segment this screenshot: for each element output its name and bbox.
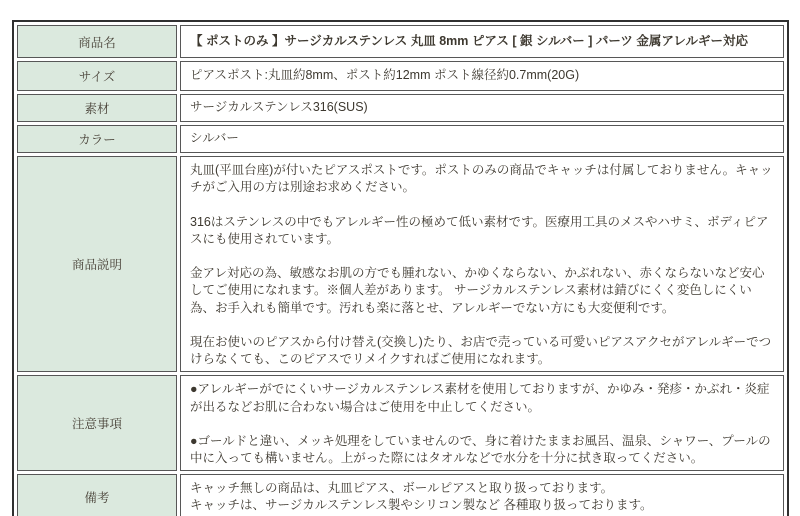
size-value [180, 61, 784, 91]
table-row-size [17, 61, 784, 91]
table-row-material [17, 94, 784, 122]
size-text: ピアスポスト:丸皿約8mm、ポスト約12mm ポスト線径約0.7mm(20G) [190, 68, 580, 83]
row-label-precautions: 注意事項 [17, 375, 177, 471]
remarks-line-1: キャッチ無しの商品は、丸皿ピアス、ボールピアスと取り扱っております。 [190, 481, 614, 495]
remarks-line-2: キャッチは、サージカルステンレス製やシリコン製など 各種取り扱っております。 [190, 498, 653, 513]
description-paragraph-4: 現在お使いのピアスから付け替え(交換し)たり、お店で売っている可愛いピアスアクセがアレルギーでつけらなくても、このピアスでリメイクすればご使用になれます。 [190, 334, 772, 366]
table-row-product-name [17, 25, 784, 58]
table-row-precautions [17, 375, 784, 471]
row-label-description: 商品説明 [17, 156, 177, 372]
color-value [180, 125, 784, 153]
description-paragraph-2: 316はステンレスの中でもアレルギー性の極めて低い素材です。医療用工具のメスやハサミ、ボディピアスにも使用されています。 [190, 214, 769, 246]
material-text: サージカルステンレス316(SUS) [190, 100, 368, 115]
table-row-remarks [17, 474, 784, 516]
row-label-color: カラー [17, 125, 177, 153]
remarks-value [180, 474, 784, 516]
row-label-remarks: 備考 [17, 474, 177, 516]
product-title-text: 【 ポストのみ 】サージカルステンレス 丸皿 8mm ピアス [ 銀 シルバー ] パーツ 金属アレルギー対応 [190, 33, 749, 48]
table-row-color [17, 125, 784, 153]
precautions-paragraph-2: ●ゴールドと違い、メッキ処理をしていませんので、身に着けたままお風呂、温泉、シャワー、プールの中に入っても構いません。上がった際にはタオルなどで水分を十分に拭き取ってください。 [190, 433, 771, 465]
description-paragraph-1: 丸皿(平皿台座)が付いたピアスポストです。ポストのみの商品でキャッチは付属しておりません。キャッチがご入用の方は別途お求めください。 [190, 163, 773, 195]
precautions-paragraph-1: ●アレルギーがでにくいサージカルステンレス素材を使用しておりますが、かゆみ・発疹・かぶれ・炎症が出るなどお肌に合わない場合はご使用を中止してください。 [190, 382, 770, 414]
row-label-size: サイズ [17, 61, 177, 91]
row-label-material: 素材 [17, 94, 177, 122]
product-spec-table [12, 20, 789, 516]
description-value [180, 156, 784, 372]
table-row-description [17, 156, 784, 372]
color-text: シルバー [190, 131, 239, 146]
material-value [180, 94, 784, 122]
product-name-value [180, 25, 784, 58]
precautions-value [180, 375, 784, 471]
description-paragraph-3: 金アレ対応の為、敏感なお肌の方でも腫れない、かゆくならない、かぶれない、赤くならないなど安心してご使用になれます。※個人差があります。 サージカルステンレス素材は錆びにくく変色しにくい為、お手入れも簡単です。汚れも楽に落とせ、アレルギーでない方にも大変便利です。 [190, 266, 765, 315]
row-label-product-name: 商品名 [17, 25, 177, 58]
